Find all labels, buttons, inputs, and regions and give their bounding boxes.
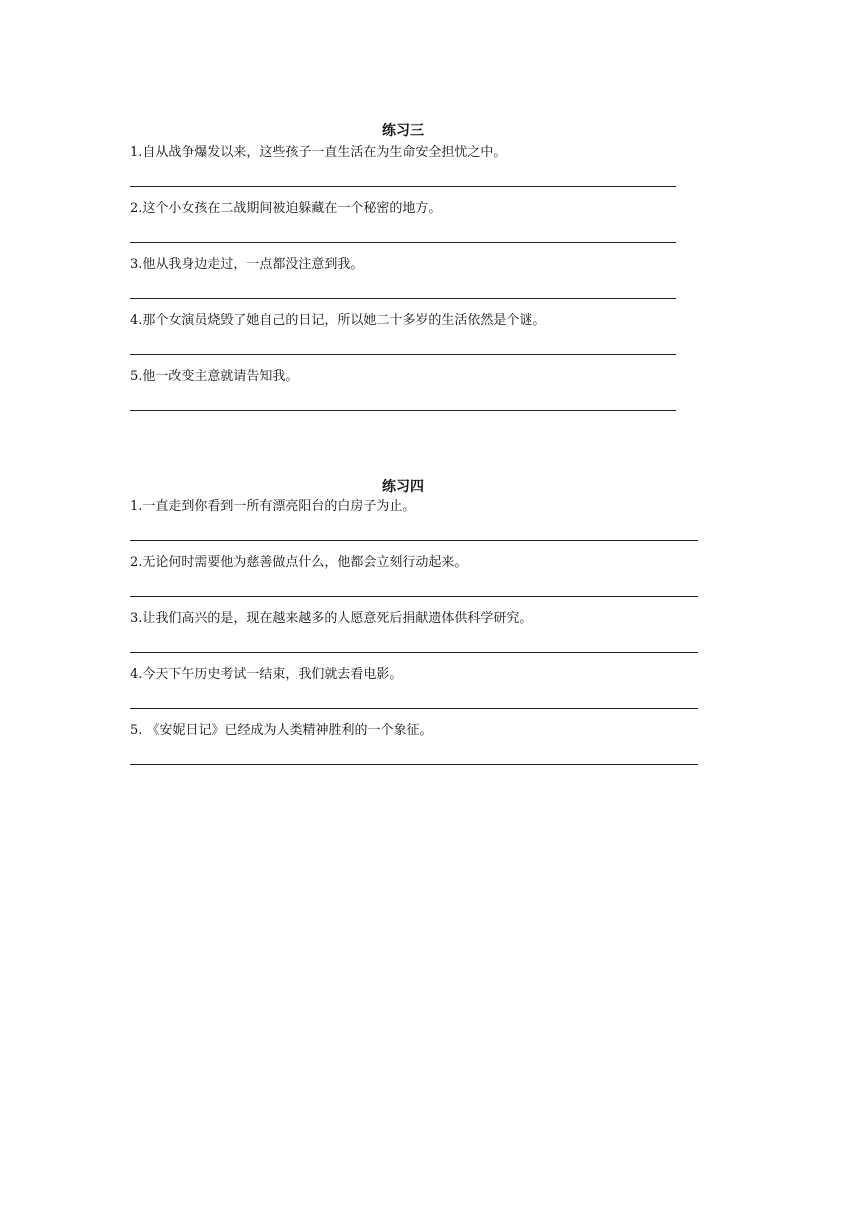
answer-line[interactable]	[130, 708, 698, 709]
answer-line[interactable]	[130, 540, 698, 541]
exercise-3-title: 练习三	[382, 123, 424, 139]
answer-line[interactable]	[130, 764, 698, 765]
answer-line[interactable]	[130, 298, 676, 299]
exercise-4-title: 练习四	[382, 479, 424, 495]
question-text: 5.他一改变主意就请告知我。	[130, 369, 299, 384]
question-text: 2.这个小女孩在二战期间被迫躲藏在一个秘密的地方。	[130, 201, 442, 216]
question-text: 3.让我们高兴的是，现在越来越多的人愿意死后捐献遗体供科学研究。	[130, 611, 533, 626]
question-text: 4.那个女演员烧毁了她自己的日记，所以她二十多岁的生活依然是个谜。	[130, 313, 546, 328]
answer-line[interactable]	[130, 652, 698, 653]
question-text: 3.他从我身边走过，一点都没注意到我。	[130, 257, 364, 272]
question-text: 1.自从战争爆发以来，这些孩子一直生活在为生命安全担忧之中。	[130, 145, 507, 160]
answer-line[interactable]	[130, 596, 698, 597]
question-text: 4.今天下午历史考试一结束，我们就去看电影。	[130, 667, 403, 682]
answer-line[interactable]	[130, 242, 676, 243]
question-text: 1.一直走到你看到一所有漂亮阳台的白房子为止。	[130, 499, 416, 514]
answer-line[interactable]	[130, 354, 676, 355]
question-text: 2.无论何时需要他为慈善做点什么，他都会立刻行动起来。	[130, 555, 468, 570]
question-text: 5. 《安妮日记》已经成为人类精神胜利的一个象征。	[130, 723, 433, 738]
answer-line[interactable]	[130, 186, 676, 187]
answer-line[interactable]	[130, 410, 676, 411]
